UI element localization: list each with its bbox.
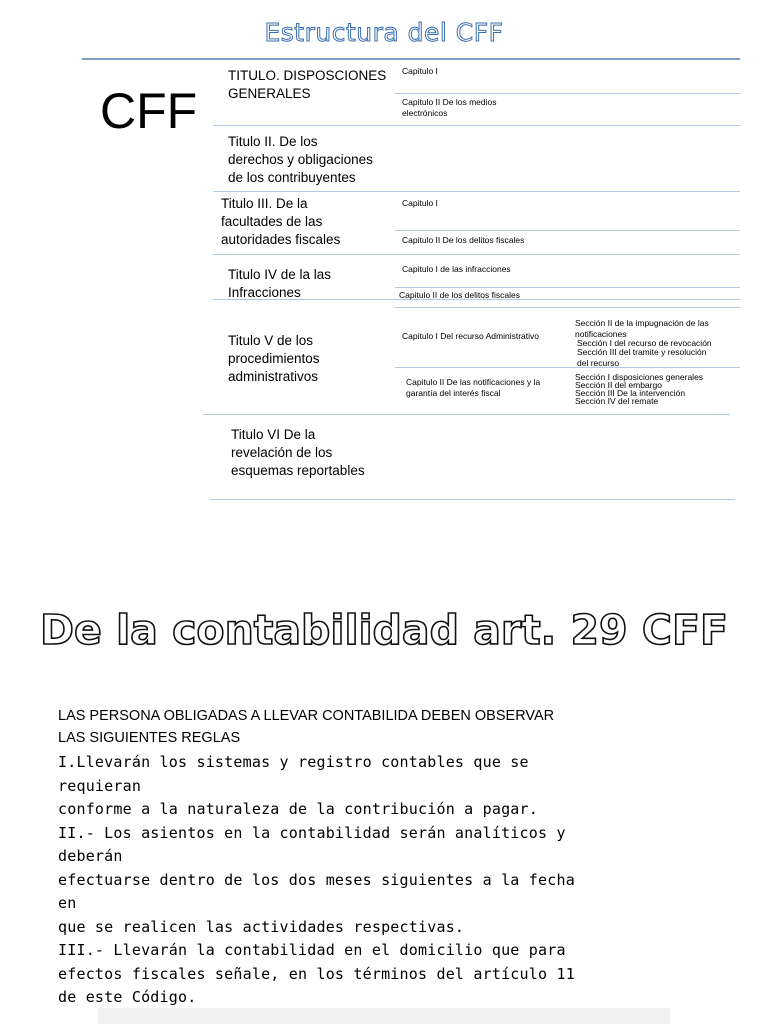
body-line: efectos fiscales señale, en los términos del artículo 11: [58, 964, 575, 983]
divider-line: [203, 414, 730, 415]
body-line: de este Código.: [58, 988, 197, 1006]
capitulo-item: Capitulo I: [402, 66, 438, 76]
capitulo-item: Capitulo I Del recurso Administrativo: [402, 331, 540, 341]
seccion-item: Sección II de la impugnación de las: [575, 318, 709, 328]
capitulo-item: Capitulo II De los delitos fiscales: [402, 235, 525, 245]
body-line: conforme a la naturaleza de la contribución a pagar.: [58, 800, 538, 818]
slide-title: Estructura del CFF: [264, 18, 504, 47]
divider-line: [395, 307, 740, 308]
titulo-2: Titulo II. De los derechos y obligaciones de los contribuyentes: [228, 134, 373, 185]
divider-line: [395, 287, 740, 288]
seccion-item: Sección II del embargo: [575, 380, 662, 390]
divider-line: [82, 58, 740, 60]
titulo-1: TITULO. DISPOSCIONES GENERALES: [228, 68, 387, 101]
cff-label: CFF: [100, 83, 198, 139]
body-line: deberán: [58, 847, 123, 865]
body-line: I.Llevarán los sistemas y registro contables que se: [58, 753, 529, 771]
capitulo-item: Capitulo II De las notificaciones y la garantía del interés fiscal: [406, 377, 541, 398]
body-line: efectuarse dentro de los dos meses siguientes a la fecha: [58, 870, 575, 889]
bottom-bar: [98, 1008, 670, 1024]
body-line: II.- Los asientos en la contabilidad serán analíticos y: [58, 823, 566, 842]
intro-line: LAS PERSONA OBLIGADAS A LLEVAR CONTABILIDA DEBEN OBSERVAR: [58, 708, 555, 724]
divider-line: [213, 254, 740, 255]
divider-line: [395, 367, 740, 368]
main-heading: De la contabilidad art. 29 CFF: [40, 606, 728, 654]
body-text: [58, 751, 618, 1010]
capitulo-item: Capitulo II de los delitos fiscales: [399, 290, 520, 300]
divider-line: [395, 93, 740, 94]
seccion-item: notificaciones: [575, 329, 627, 339]
intro-text: [58, 705, 658, 749]
seccion-item: del recurso: [577, 358, 620, 368]
seccion-item: Sección IV del remate: [575, 396, 659, 406]
capitulo-item: Capitulo II De los medios electrónicos: [402, 97, 497, 118]
capitulo-item: Capitulo I: [402, 198, 438, 208]
body-line: en: [58, 894, 77, 912]
divider-line: [210, 499, 735, 500]
divider-line: [213, 191, 740, 192]
titulo-3: Titulo III. De la facultades de las autoridades fiscales: [221, 196, 341, 247]
titulo-4: Titulo IV de la las Infracciones: [228, 267, 332, 300]
body-line: que se realicen las actividades respectivas.: [58, 917, 465, 936]
seccion-item: Sección I disposiciones generales: [575, 372, 704, 382]
seccion-item: Sección III del tramite y resolución: [577, 347, 707, 357]
divider-line: [395, 230, 740, 231]
titulo-6: Titulo VI De la revelación de los esquemas reportables: [231, 427, 365, 478]
divider-line: [213, 125, 740, 126]
seccion-item: Sección I del recurso de revocación: [577, 338, 712, 348]
body-line: III.- Llevarán la contabilidad en el domicilio que para: [58, 941, 566, 959]
seccion-item: Sección III De la intervención: [575, 388, 686, 398]
titulo-5: Titulo V de los procedimientos administrativos: [228, 333, 320, 384]
body-line: requieran: [58, 776, 142, 795]
capitulo-item: Capitulo I de las infracciones: [402, 264, 511, 274]
intro-line: LAS SIGUIENTES REGLAS: [58, 730, 241, 746]
